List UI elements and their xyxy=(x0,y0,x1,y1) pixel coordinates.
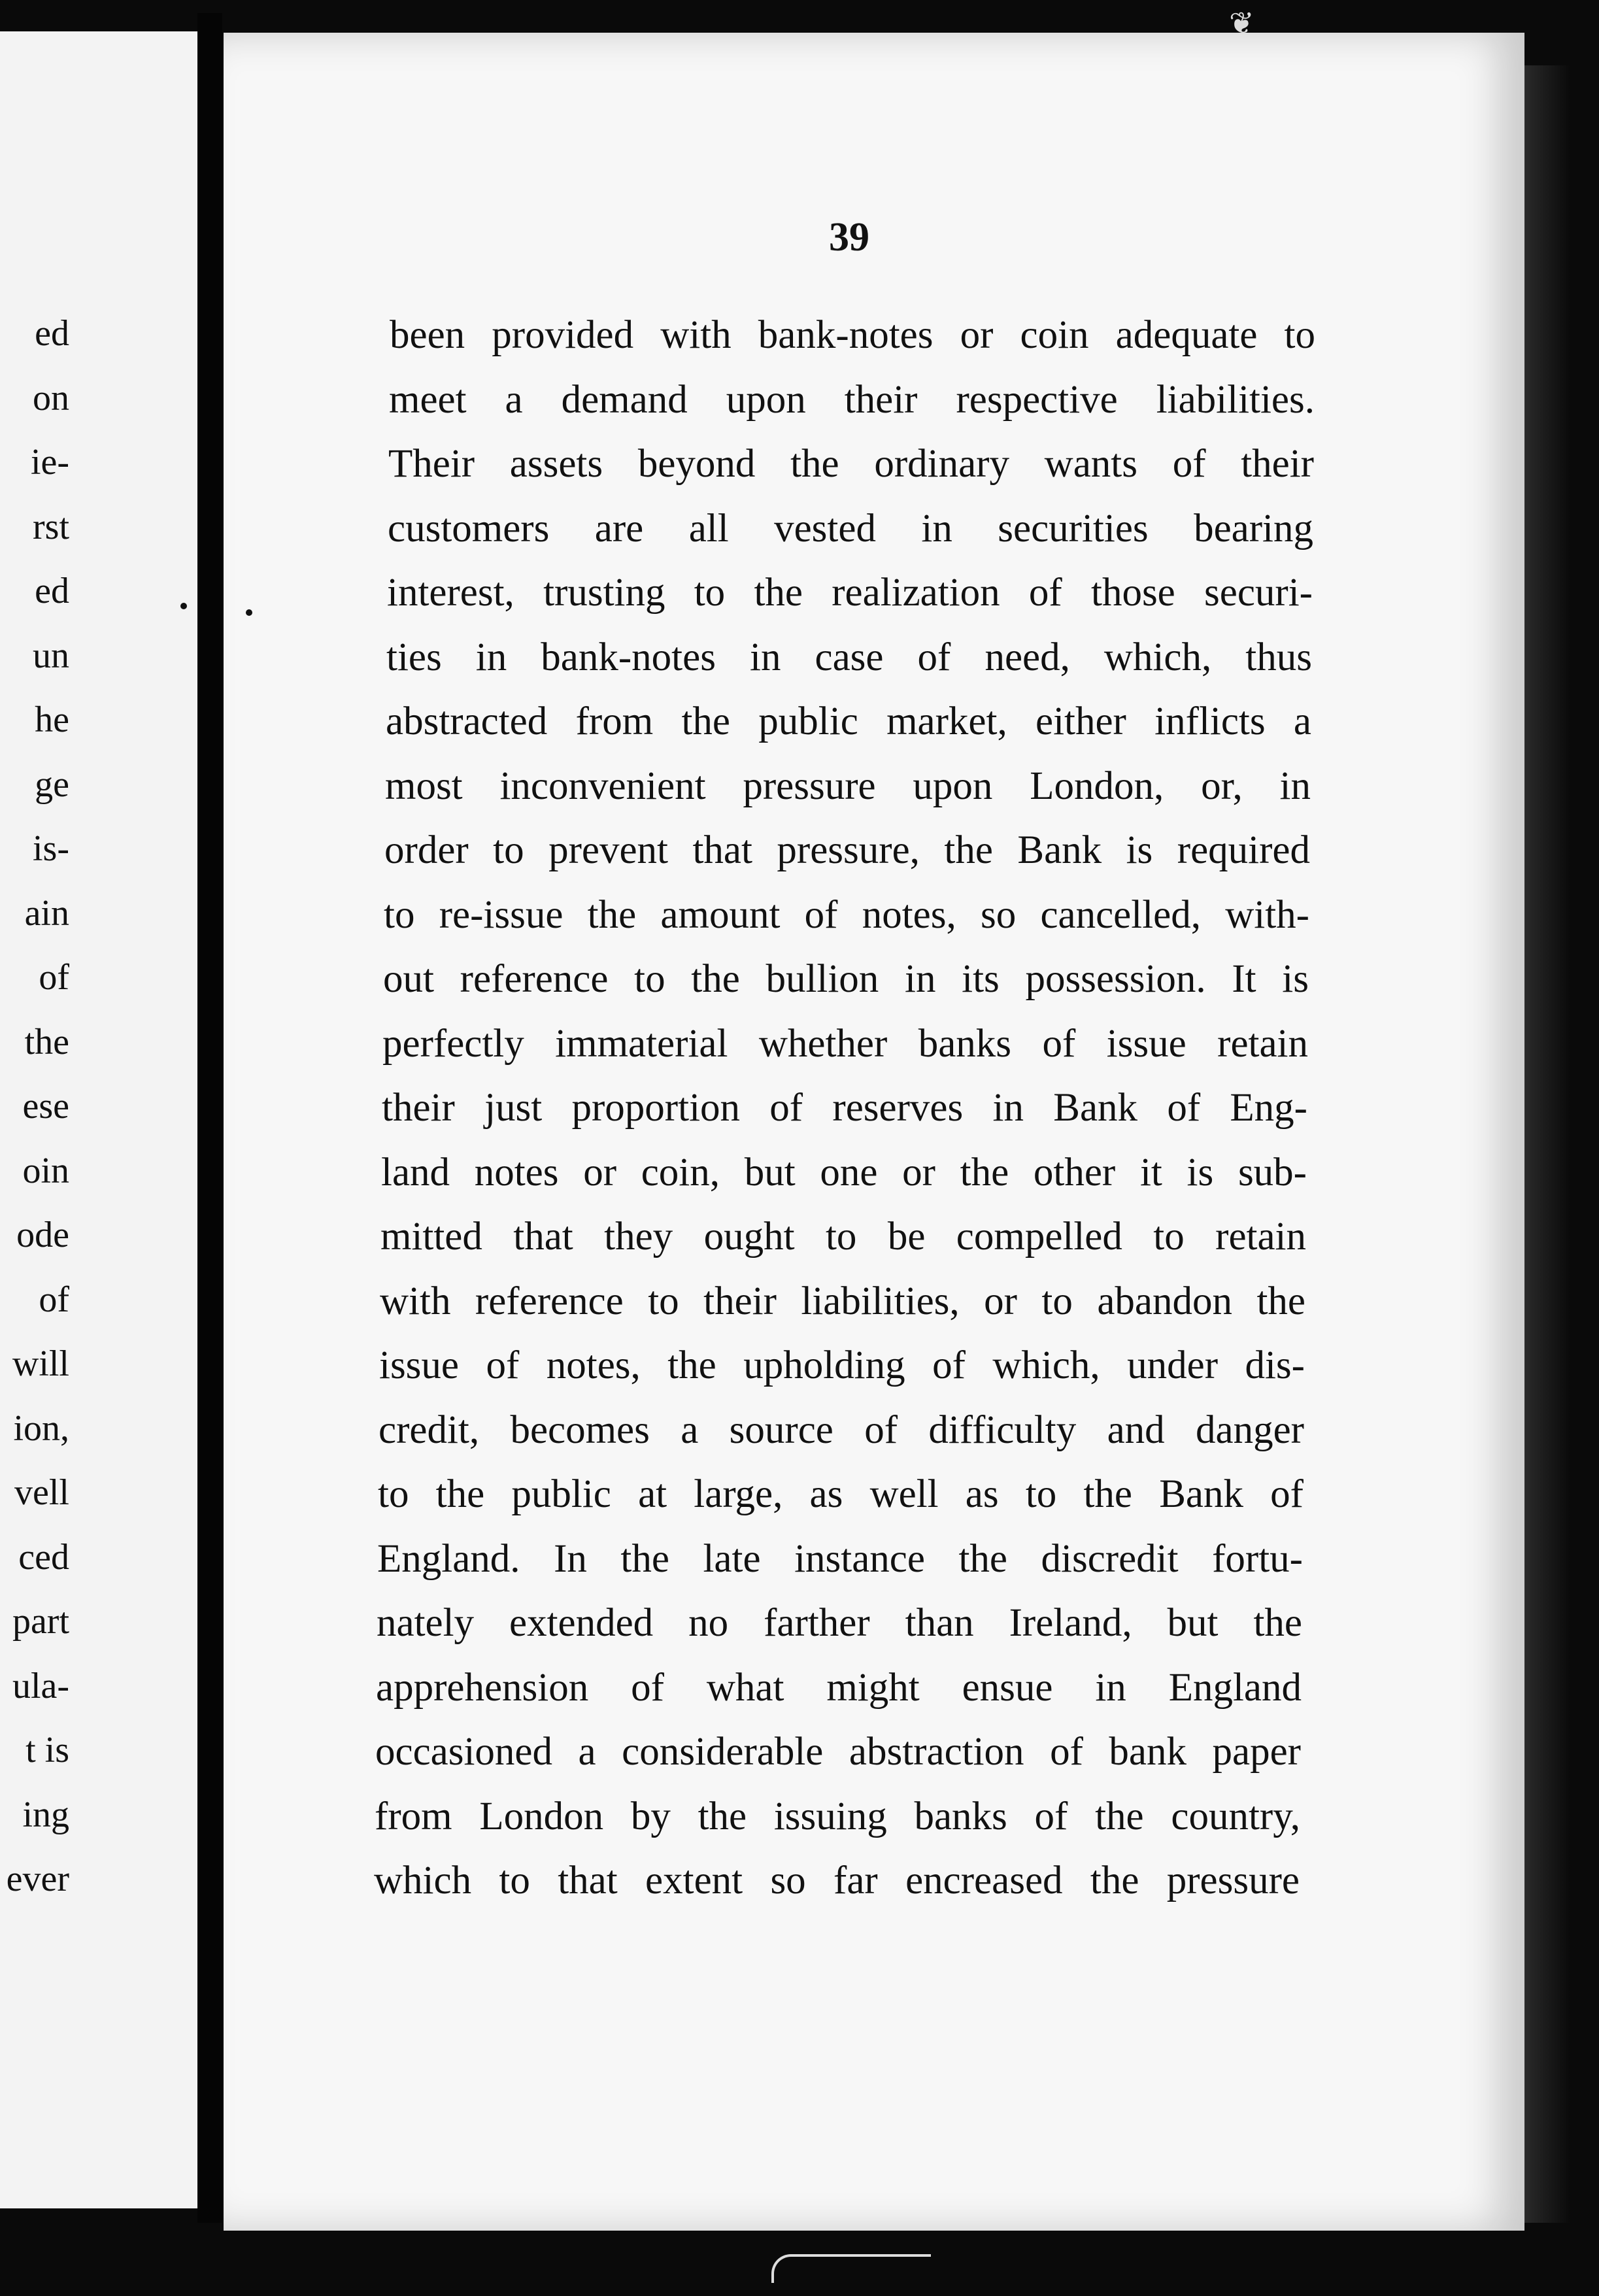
text-line: ties in bank-notes in case of need, which, thus xyxy=(386,635,1312,679)
text-line: most inconvenient pressure upon London, or, in xyxy=(385,764,1311,808)
book-gutter xyxy=(197,13,222,2223)
text-line: credit, becomes a source of difficulty and danger xyxy=(379,1408,1304,1452)
left-page-line: ion, xyxy=(13,1408,69,1449)
left-page-line: ever xyxy=(6,1859,69,1899)
text-line: to the public at large, as well as to the Bank of xyxy=(378,1472,1304,1516)
left-page-line: ge xyxy=(35,764,69,805)
left-page-line: un xyxy=(33,635,69,676)
left-page-line: is- xyxy=(33,828,69,869)
text-line: from London by the issuing banks of the country, xyxy=(375,1794,1300,1838)
left-page-line: ese xyxy=(22,1086,69,1126)
left-page-line: ula- xyxy=(12,1665,69,1706)
text-line: out reference to the bullion in its possession. It is xyxy=(383,957,1309,1001)
page-edge xyxy=(1524,65,1570,2223)
text-line: interest, trusting to the realization of those securi- xyxy=(387,571,1313,615)
text-line: their just proportion of reserves in Bank of Eng- xyxy=(382,1086,1307,1130)
left-page-line: on xyxy=(33,377,69,418)
left-page-line: ain xyxy=(24,892,69,934)
margin-dot xyxy=(180,603,187,609)
text-line: nately extended no farther than Ireland, but the xyxy=(377,1601,1302,1645)
text-line: been provided with bank-notes or coin adequate to xyxy=(390,313,1315,357)
left-page-line: vell xyxy=(14,1472,69,1513)
left-page-line: he xyxy=(35,700,69,740)
left-page-line: ed xyxy=(35,571,69,611)
left-page-line: of xyxy=(39,1279,69,1320)
text-line: occasioned a considerable abstraction of bank paper xyxy=(375,1730,1301,1774)
left-page-line: the xyxy=(24,1021,69,1062)
left-page-line: will xyxy=(12,1343,69,1384)
margin-dot xyxy=(246,609,252,616)
page-number: 39 xyxy=(829,215,869,260)
left-page-line: ed xyxy=(35,313,69,354)
left-page-line: ode xyxy=(16,1215,69,1255)
left-page-line: rst xyxy=(33,506,69,547)
left-page-line: of xyxy=(39,957,69,998)
left-page-line: oin xyxy=(22,1150,69,1191)
library-stamp-icon: ❦ xyxy=(1229,5,1254,41)
text-line: mitted that they ought to be compelled to retain xyxy=(380,1215,1306,1258)
left-page-line: ing xyxy=(22,1794,69,1835)
text-line: meet a demand upon their respective liabilities. xyxy=(389,377,1315,422)
left-page-line: part xyxy=(12,1601,69,1642)
text-line: abstracted from the public market, either inflicts a xyxy=(386,700,1311,743)
text-line: issue of notes, the upholding of which, under dis- xyxy=(379,1343,1305,1387)
text-line: customers are all vested in securities bearing xyxy=(388,506,1313,550)
text-line: Their assets beyond the ordinary wants of their xyxy=(388,442,1314,486)
left-page-line: t is xyxy=(25,1730,69,1770)
text-line: land notes or coin, but one or the other it is sub- xyxy=(381,1150,1307,1194)
text-line: with reference to their liabilities, or to abandon the xyxy=(380,1279,1305,1323)
left-page-line: ced xyxy=(18,1536,69,1578)
text-line: perfectly immaterial whether banks of issue retain xyxy=(382,1021,1308,1066)
text-line: England. In the late instance the discredit fortu- xyxy=(377,1536,1303,1581)
text-line: order to prevent that pressure, the Bank is required xyxy=(384,828,1310,872)
text-line: to re-issue the amount of notes, so cancelled, with- xyxy=(384,892,1309,937)
text-line: which to that extent so far encreased the pressure xyxy=(374,1859,1300,1902)
text-line: apprehension of what might ensue in England xyxy=(376,1665,1302,1710)
scan-artifact xyxy=(771,2254,931,2283)
left-page-line: ie- xyxy=(30,442,69,482)
